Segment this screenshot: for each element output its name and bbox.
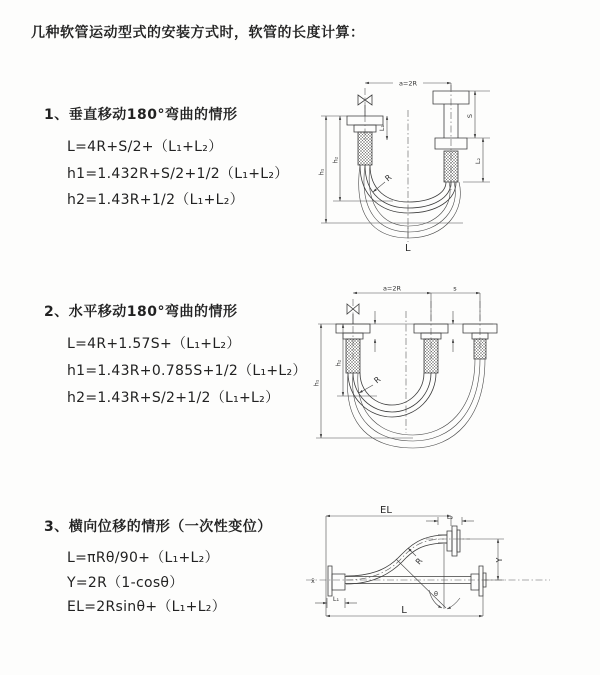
diagram-horizontal-180 (313, 281, 577, 473)
label-s: s (453, 284, 457, 293)
formula-2-h1: h1=1.43R+0.785S+1/2（L₁+L₂） (67, 363, 307, 379)
label-L2: L₂ (446, 513, 454, 521)
section-2-heading: 2、水平移动180°弯曲的情形 (44, 304, 238, 320)
right-pipe (433, 85, 469, 190)
label-h1: h₁ (313, 379, 321, 387)
label-h1: h₁ (317, 168, 326, 176)
diagram-lateral-displacement (298, 504, 590, 646)
formula-3-Y: Y=2R（1-cosθ） (67, 574, 184, 591)
label-h2: h₂ (331, 156, 340, 164)
radius-callout (359, 375, 383, 393)
section-lateral-displacement (44, 516, 272, 620)
dim-EL (326, 505, 451, 526)
label-Y: Y (495, 557, 504, 563)
radius-callout (408, 548, 425, 566)
dim-L1 (378, 116, 387, 140)
formula-1-h1: h1=1.432R+S/2+1/2（L₁+L₂） (67, 165, 289, 182)
dim-a2r (353, 285, 480, 322)
formula-3-EL: EL=2Rsinθ+（L₁+L₂） (67, 599, 227, 615)
straight-pipe (306, 577, 550, 584)
page-title: 几种软管运动型式的安装方式时，软管的长度计算： (31, 25, 365, 41)
left-flange (328, 566, 345, 596)
dim-L1 (315, 595, 357, 608)
diagram-lateral-svg (298, 504, 590, 646)
dim-a2r (365, 80, 451, 91)
label-axis-mark: x̄ (311, 577, 315, 585)
label-L-bottom: L (401, 605, 407, 616)
label-S: S (466, 113, 474, 119)
radius-callout (373, 173, 394, 192)
label-a2r: a=2R (398, 79, 418, 88)
formula-2-h2: h2=1.43R+S/2+1/2（L₁+L₂） (67, 390, 280, 406)
dim-h1-h2 (318, 116, 464, 223)
label-R: R (372, 374, 383, 386)
label-L2: L₂ (474, 157, 482, 165)
label-L1: L₁ (378, 124, 386, 132)
label-L-bottom: L (405, 243, 411, 254)
label-L1: L₁ (332, 595, 340, 603)
middle-pipe (414, 301, 448, 373)
dim-L (326, 516, 483, 616)
formula-1-h2: h2=1.43R+1/2（L₁+L₂） (67, 192, 244, 208)
formula-1-L: L=4R+S/2+（L₁+L₂） (67, 139, 223, 155)
section-3-heading: 3、横向位移的情形（一次性变位） (44, 519, 272, 535)
hose-position-1 (348, 373, 436, 417)
dim-L2 (426, 513, 474, 525)
dim-Y (460, 539, 504, 580)
diagram-horizontal-180-svg (313, 281, 577, 473)
dim-S-L2 (463, 91, 490, 182)
dim-h1-h2 (313, 324, 413, 438)
right-flange (471, 566, 486, 596)
formula-2-L: L=4R+1.57S+（L₁+L₂） (67, 336, 241, 352)
diagram-vertical-180 (313, 70, 577, 266)
label-h2: h₂ (334, 359, 343, 367)
diagram-vertical-180-svg (313, 70, 577, 266)
label-EL: EL (380, 505, 392, 516)
section-horizontal-180 (44, 301, 307, 412)
label-R: R (383, 172, 394, 184)
label-a2r: a=2R (382, 284, 402, 293)
section-1-heading: 1、垂直移动180°弯曲的情形 (44, 107, 238, 123)
label-R: R (413, 556, 425, 567)
formula-3-L: L=πRθ/90+（L₁+L₂） (67, 550, 219, 566)
upper-flange (426, 526, 470, 556)
section-vertical-180 (44, 104, 289, 214)
length-callout (405, 226, 411, 254)
label-theta: θ (434, 590, 438, 598)
